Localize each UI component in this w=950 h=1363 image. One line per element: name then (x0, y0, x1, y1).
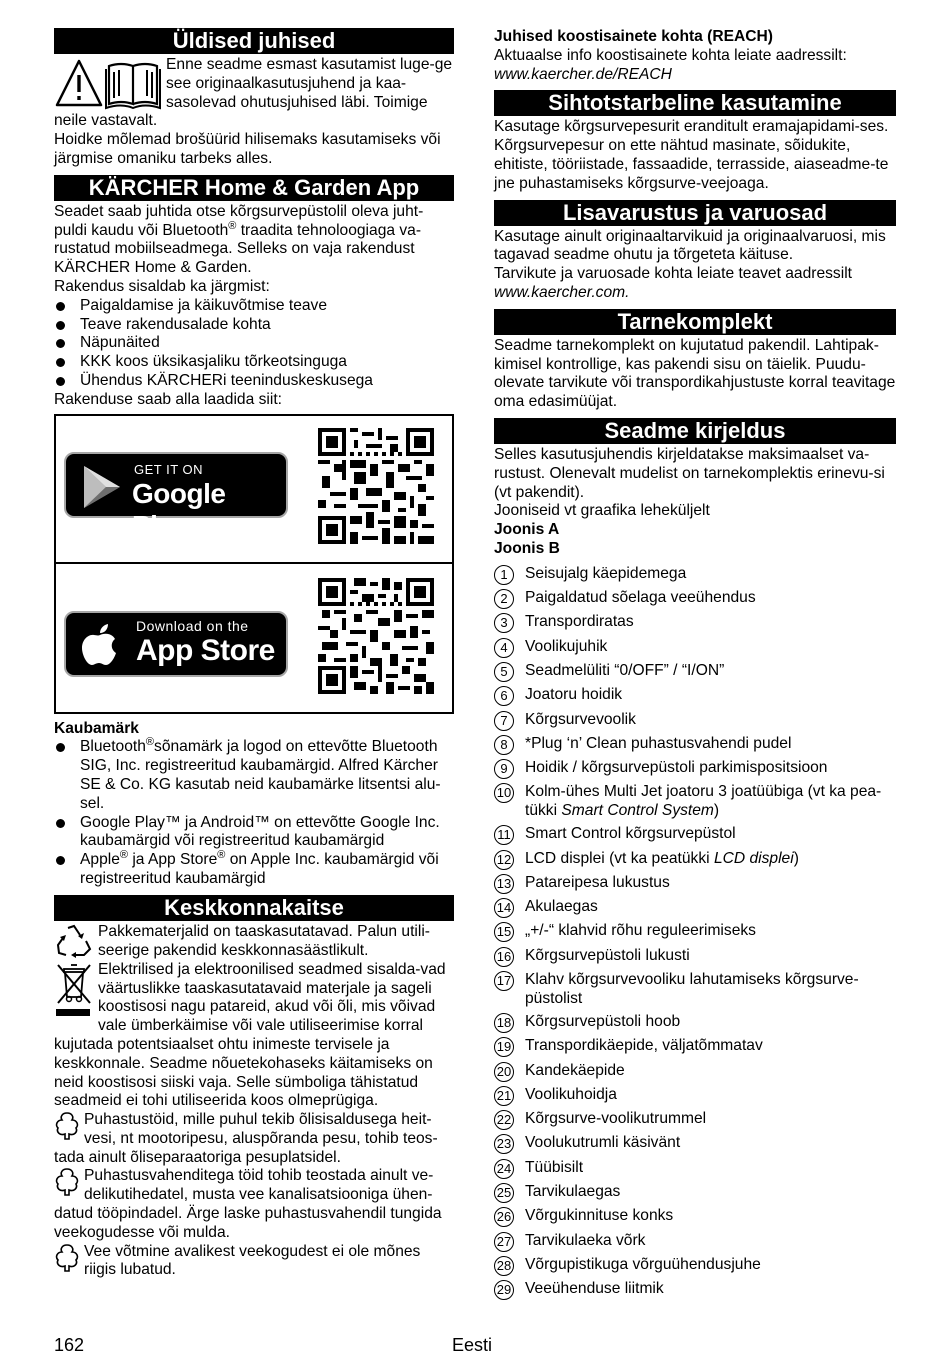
item-number-badge: 12 (494, 850, 514, 870)
list-item (494, 1207, 896, 1227)
reach-title: Juhised koostisainete kohta (REACH) (494, 28, 774, 45)
item-text: Võrgupistikuga võrguühendusjuhe (525, 1255, 761, 1273)
app-text-2: Rakendus sisaldab ka järgmist: (54, 277, 270, 295)
item-number-badge: 13 (494, 874, 514, 894)
section-intended-use (494, 90, 896, 193)
apple-icon (80, 623, 120, 669)
env-text-1: Pakkematerjalid on taaskasutatavad. Palun utili-seerige pakendid keskkonnasäästlikult. (98, 922, 430, 959)
item-number-badge: 17 (494, 971, 514, 991)
item-number-badge: 19 (494, 1037, 514, 1057)
list-item (494, 783, 896, 821)
section-environment (54, 895, 454, 1281)
item-number-badge: 7 (494, 711, 514, 731)
list-item: Ühendus KÄRCHERi teeninduskeskusega (54, 372, 454, 391)
list-item (494, 638, 896, 658)
item-number-badge: 1 (494, 565, 514, 585)
item-text: Kandekäepide (525, 1061, 625, 1079)
env-text-4: Puhastusvahenditega töid tohib teostada ainult ve-delikutihedatel, musta vee kanalisatsiooniga ühen-datud tööpindadel. Ärge laske puhastusvahendil tungida veekogudesse või mulda. (54, 1167, 442, 1241)
list-item (494, 1280, 896, 1300)
item-text: Seadmelüliti “0/OFF” / “I/ON” (525, 661, 725, 679)
description-text-1: Selles kasutusjuhendis kirjeldatakse maksimaalset va-rustust. Olenevalt mudelist on tarnekomplektis erinevu-si (vt pakendit). (494, 445, 885, 501)
item-number-badge: 3 (494, 613, 514, 633)
list-item (494, 565, 896, 585)
qr-code-apple-icon (318, 578, 434, 694)
item-number-badge: 10 (494, 783, 514, 803)
qr-code-google-icon (318, 428, 434, 544)
intended-text-2: Kõrgsurvepesur on ette nähtud masinate, sõidukite, ehitiste, tööriistade, fassaadide, terrasside, aiaseadme-te jne puhastamiseks kõrgsurve-veejoaga. (494, 137, 889, 192)
app-text-3: Rakenduse saab alla laadida siit: (54, 390, 282, 408)
item-text: Patareipesa lukustus (525, 873, 670, 891)
env-text-5: Vee võtmine avalikest veekogudest ei ole mõnes riigis lubatud. (84, 1242, 421, 1279)
list-item: Bluetooth®sõnamärk ja logod on ettevõtte Bluetooth SIG, Inc. registreeritud kaubamärgid. Alfred Kärcher SE & Co. KG kasutab neid kaubamärke litsentsi alu-sel. (54, 738, 454, 813)
list-item (494, 686, 896, 706)
item-number-badge: 23 (494, 1134, 514, 1154)
item-text: Kolm-ühes Multi Jet joatoru 3 joatüübiga (vt ka pea-tükki Smart Control System) (525, 783, 882, 820)
heading-trademark: Kaubamärk (54, 719, 139, 737)
item-number-badge: 29 (494, 1280, 514, 1300)
list-item: KKK koos üksikasjaliku tõrkeotsinguga (54, 353, 454, 372)
google-play-row (56, 416, 452, 564)
right-column (494, 28, 896, 1306)
environment-tree-icon (54, 1243, 80, 1273)
env-text-3: Puhastustöid, mille puhul tekib õlisisaldusega heit-vesi, nt mootoripesu, aluspõranda pesu, tohib teos-tada ainult õliseparaatoriga pesuplatsidel. (54, 1111, 438, 1166)
item-number-badge: 25 (494, 1183, 514, 1203)
list-item (494, 1256, 896, 1276)
list-item (494, 759, 896, 779)
env-text-2: Elektrilised ja elektroonilised seadmed sisalda-vad väärtuslikke taaskasutatavaid materjale ja sageli koostisosi nagu patareid, akud või õli, mis võivad vale ümberkäimise või vale utiliseerimise korral kujutada potentsiaalset ohtu inimeste tervisele ja keskkonnale. Seadme nõuetekohaseks käitamiseks on neid koostisosi siiski vaja. Selle sümboliga tähistatud seadmeid ei tohi utiliseerida koos olmeprügiga. (54, 960, 446, 1110)
heading-accessories: Lisavarustus ja varuosad (494, 200, 896, 226)
item-number-badge: 11 (494, 825, 514, 845)
item-text: Akulaegas (525, 898, 598, 916)
heading-intended-use: Sihtotstarbeline kasutamine (494, 90, 896, 116)
list-item (494, 825, 896, 845)
list-item (494, 971, 896, 1009)
item-number-badge: 15 (494, 922, 514, 942)
item-number-badge: 21 (494, 1086, 514, 1106)
item-text: Voolikujuhik (525, 637, 608, 655)
list-item (494, 1037, 896, 1057)
list-item (494, 1159, 896, 1179)
figure-a-label: Joonis A (494, 521, 560, 539)
heading-scope: Tarnekomplekt (494, 309, 896, 335)
list-item (494, 947, 896, 967)
list-item: Näpunäited (54, 334, 454, 353)
list-item (494, 662, 896, 682)
general-text-1: Enne seadme esmast kasutamist luge-ge see originaalkasutusjuhend ja kaa-sasolevad ohutusjuhised läbi. Toimige neile vastavalt. (54, 56, 453, 130)
figure-b-label: Joonis B (494, 539, 560, 557)
scope-text: Seadme tarnekomplekt on kujutatud pakendil. Lahtipak-kimisel kontrollige, kas pakendi sisu on täielik. Puudu-olevate tarvikute või transpordikahjustuste korral teavitage oma edasimüüjat. (494, 336, 896, 411)
environment-tree-icon (54, 1111, 80, 1141)
item-text: Joatoru hoidik (525, 686, 623, 704)
item-text: Transpordikäepide, väljatõmmatav (525, 1037, 763, 1055)
item-number-badge: 4 (494, 638, 514, 658)
list-item (494, 1062, 896, 1082)
item-number-badge: 24 (494, 1159, 514, 1179)
list-item (494, 589, 896, 609)
heading-description: Seadme kirjeldus (494, 418, 896, 444)
item-number-badge: 27 (494, 1232, 514, 1252)
item-text: Paigaldatud sõelaga veeühendus (525, 589, 756, 607)
environment-tree-icon (54, 1167, 80, 1197)
item-number-badge: 18 (494, 1013, 514, 1033)
item-text: Kõrgsurvepüstoli hoob (525, 1012, 681, 1030)
item-text: Veeühenduse liitmik (525, 1280, 664, 1298)
list-item (494, 922, 896, 942)
weee-bin-icon (54, 961, 94, 1021)
description-text-2: Jooniseid vt graafika leheküljelt (494, 502, 710, 520)
list-item (494, 874, 896, 894)
heading-general: Üldised juhised (54, 28, 454, 54)
section-trademark (54, 720, 454, 889)
item-text: „+/-“ klahvid rõhu reguleerimiseks (525, 922, 756, 940)
app-store-row (56, 566, 452, 714)
list-item (494, 1183, 896, 1203)
recycling-icon (54, 923, 94, 961)
section-device-description (494, 418, 896, 1300)
page-number: 162 (54, 1335, 85, 1355)
item-number-badge: 5 (494, 662, 514, 682)
item-text: Võrgukinnituse konks (525, 1207, 674, 1225)
item-text: LCD displei (vt ka peatükki LCD displei) (525, 849, 799, 867)
accessories-url: www.kaercher.com. (494, 283, 630, 301)
component-list (494, 565, 896, 1301)
list-item: Paigaldamise ja käikuvõtmise teave (54, 297, 454, 316)
list-item: Google Play™ ja Android™ on ettevõtte Google Inc. kaubamärgid või registreeritud kaubamärgid (54, 814, 454, 852)
item-text: Kõrgsurvepüstoli lukusti (525, 946, 690, 964)
list-item (494, 1086, 896, 1106)
item-text: Tarvikulaegas (525, 1183, 621, 1201)
heading-app: KÄRCHER Home & Garden App (54, 175, 454, 201)
item-number-badge: 22 (494, 1110, 514, 1130)
accessories-text-2: Tarvikute ja varuosade kohta leiate teavet aadressilt (494, 265, 852, 283)
item-text: *Plug ‘n’ Clean puhastusvahendi pudel (525, 734, 792, 752)
item-text: Seisujalg käepidemega (525, 564, 687, 582)
item-text: Kõrgsurve-voolikutrummel (525, 1110, 707, 1128)
list-item: Teave rakendusalade kohta (54, 316, 454, 335)
app-store-badge[interactable]: Download on the App Store (64, 611, 288, 677)
app-text-1: Seadet saab juhtida otse kõrgsurvepüstolil oleva juht-puldi kaudu või Bluetooth® traadita tehnoloogiaga va-rustatud mobiilseadmega. Selleks on vaja rakendust KÄRCHER Home & Garden. (54, 202, 424, 277)
google-play-icon (80, 464, 124, 510)
list-item (494, 898, 896, 918)
list-item (494, 1013, 896, 1033)
item-number-badge: 2 (494, 589, 514, 609)
item-text: Transpordiratas (525, 613, 634, 631)
store-download-box (54, 414, 454, 714)
reach-url: www.kaercher.de/REACH (494, 65, 672, 83)
section-accessories (494, 200, 896, 303)
list-item (494, 1134, 896, 1154)
heading-environment: Keskkonnakaitse (54, 895, 454, 921)
list-item: Apple® ja App Store® on Apple Inc. kaubamärgid või registreeritud kaubamärgid (54, 851, 454, 889)
list-item (494, 613, 896, 633)
general-text-2: Hoidke mõlemad brošüürid hilisemaks kasutamiseks või järgmise omaniku tarbeks alles. (54, 131, 441, 167)
item-number-badge: 14 (494, 898, 514, 918)
item-text: Voolukutrumli käsivänt (525, 1134, 681, 1152)
item-number-badge: 26 (494, 1207, 514, 1227)
google-play-badge[interactable]: GET IT ON Google Play (64, 452, 288, 518)
page-language: Eesti (452, 1335, 493, 1355)
item-text: Tarvikulaeka võrk (525, 1231, 646, 1249)
list-item (494, 1232, 896, 1252)
warning-manual-icon (54, 58, 164, 112)
item-text: Smart Control kõrgsurvepüstol (525, 825, 736, 843)
list-item (494, 850, 896, 870)
item-text: Klahv kõrgsurvevooliku lahutamiseks kõrgsurve-püstolist (525, 971, 859, 1007)
accessories-text-1: Kasutage ainult originaaltarvikuid ja originaalvaruosi, mis tagavad seadme ohutu ja tõrgeteta käituse. (494, 227, 886, 264)
item-number-badge: 6 (494, 686, 514, 706)
section-app (54, 175, 454, 714)
intended-text-1: Kasutage kõrgsurvepesurit eranditult eramajapidami-ses. (494, 118, 889, 136)
item-text: Tüübisilt (525, 1158, 584, 1176)
item-number-badge: 28 (494, 1256, 514, 1276)
section-scope-of-delivery (494, 309, 896, 412)
item-text: Voolikuhoidja (525, 1085, 617, 1103)
left-column (54, 28, 454, 1286)
reach-text: Aktuaalse info koostisainete kohta leiate aadressilt: (494, 46, 847, 64)
list-item (494, 711, 896, 731)
section-general (54, 28, 454, 169)
section-reach (494, 28, 896, 84)
list-item (494, 1110, 896, 1130)
item-number-badge: 9 (494, 759, 514, 779)
item-number-badge: 16 (494, 947, 514, 967)
item-number-badge: 8 (494, 735, 514, 755)
item-text: Kõrgsurvevoolik (525, 710, 636, 728)
list-item (494, 735, 896, 755)
item-text: Hoidik / kõrgsurvepüstoli parkimispositsioon (525, 759, 828, 777)
item-number-badge: 20 (494, 1062, 514, 1082)
